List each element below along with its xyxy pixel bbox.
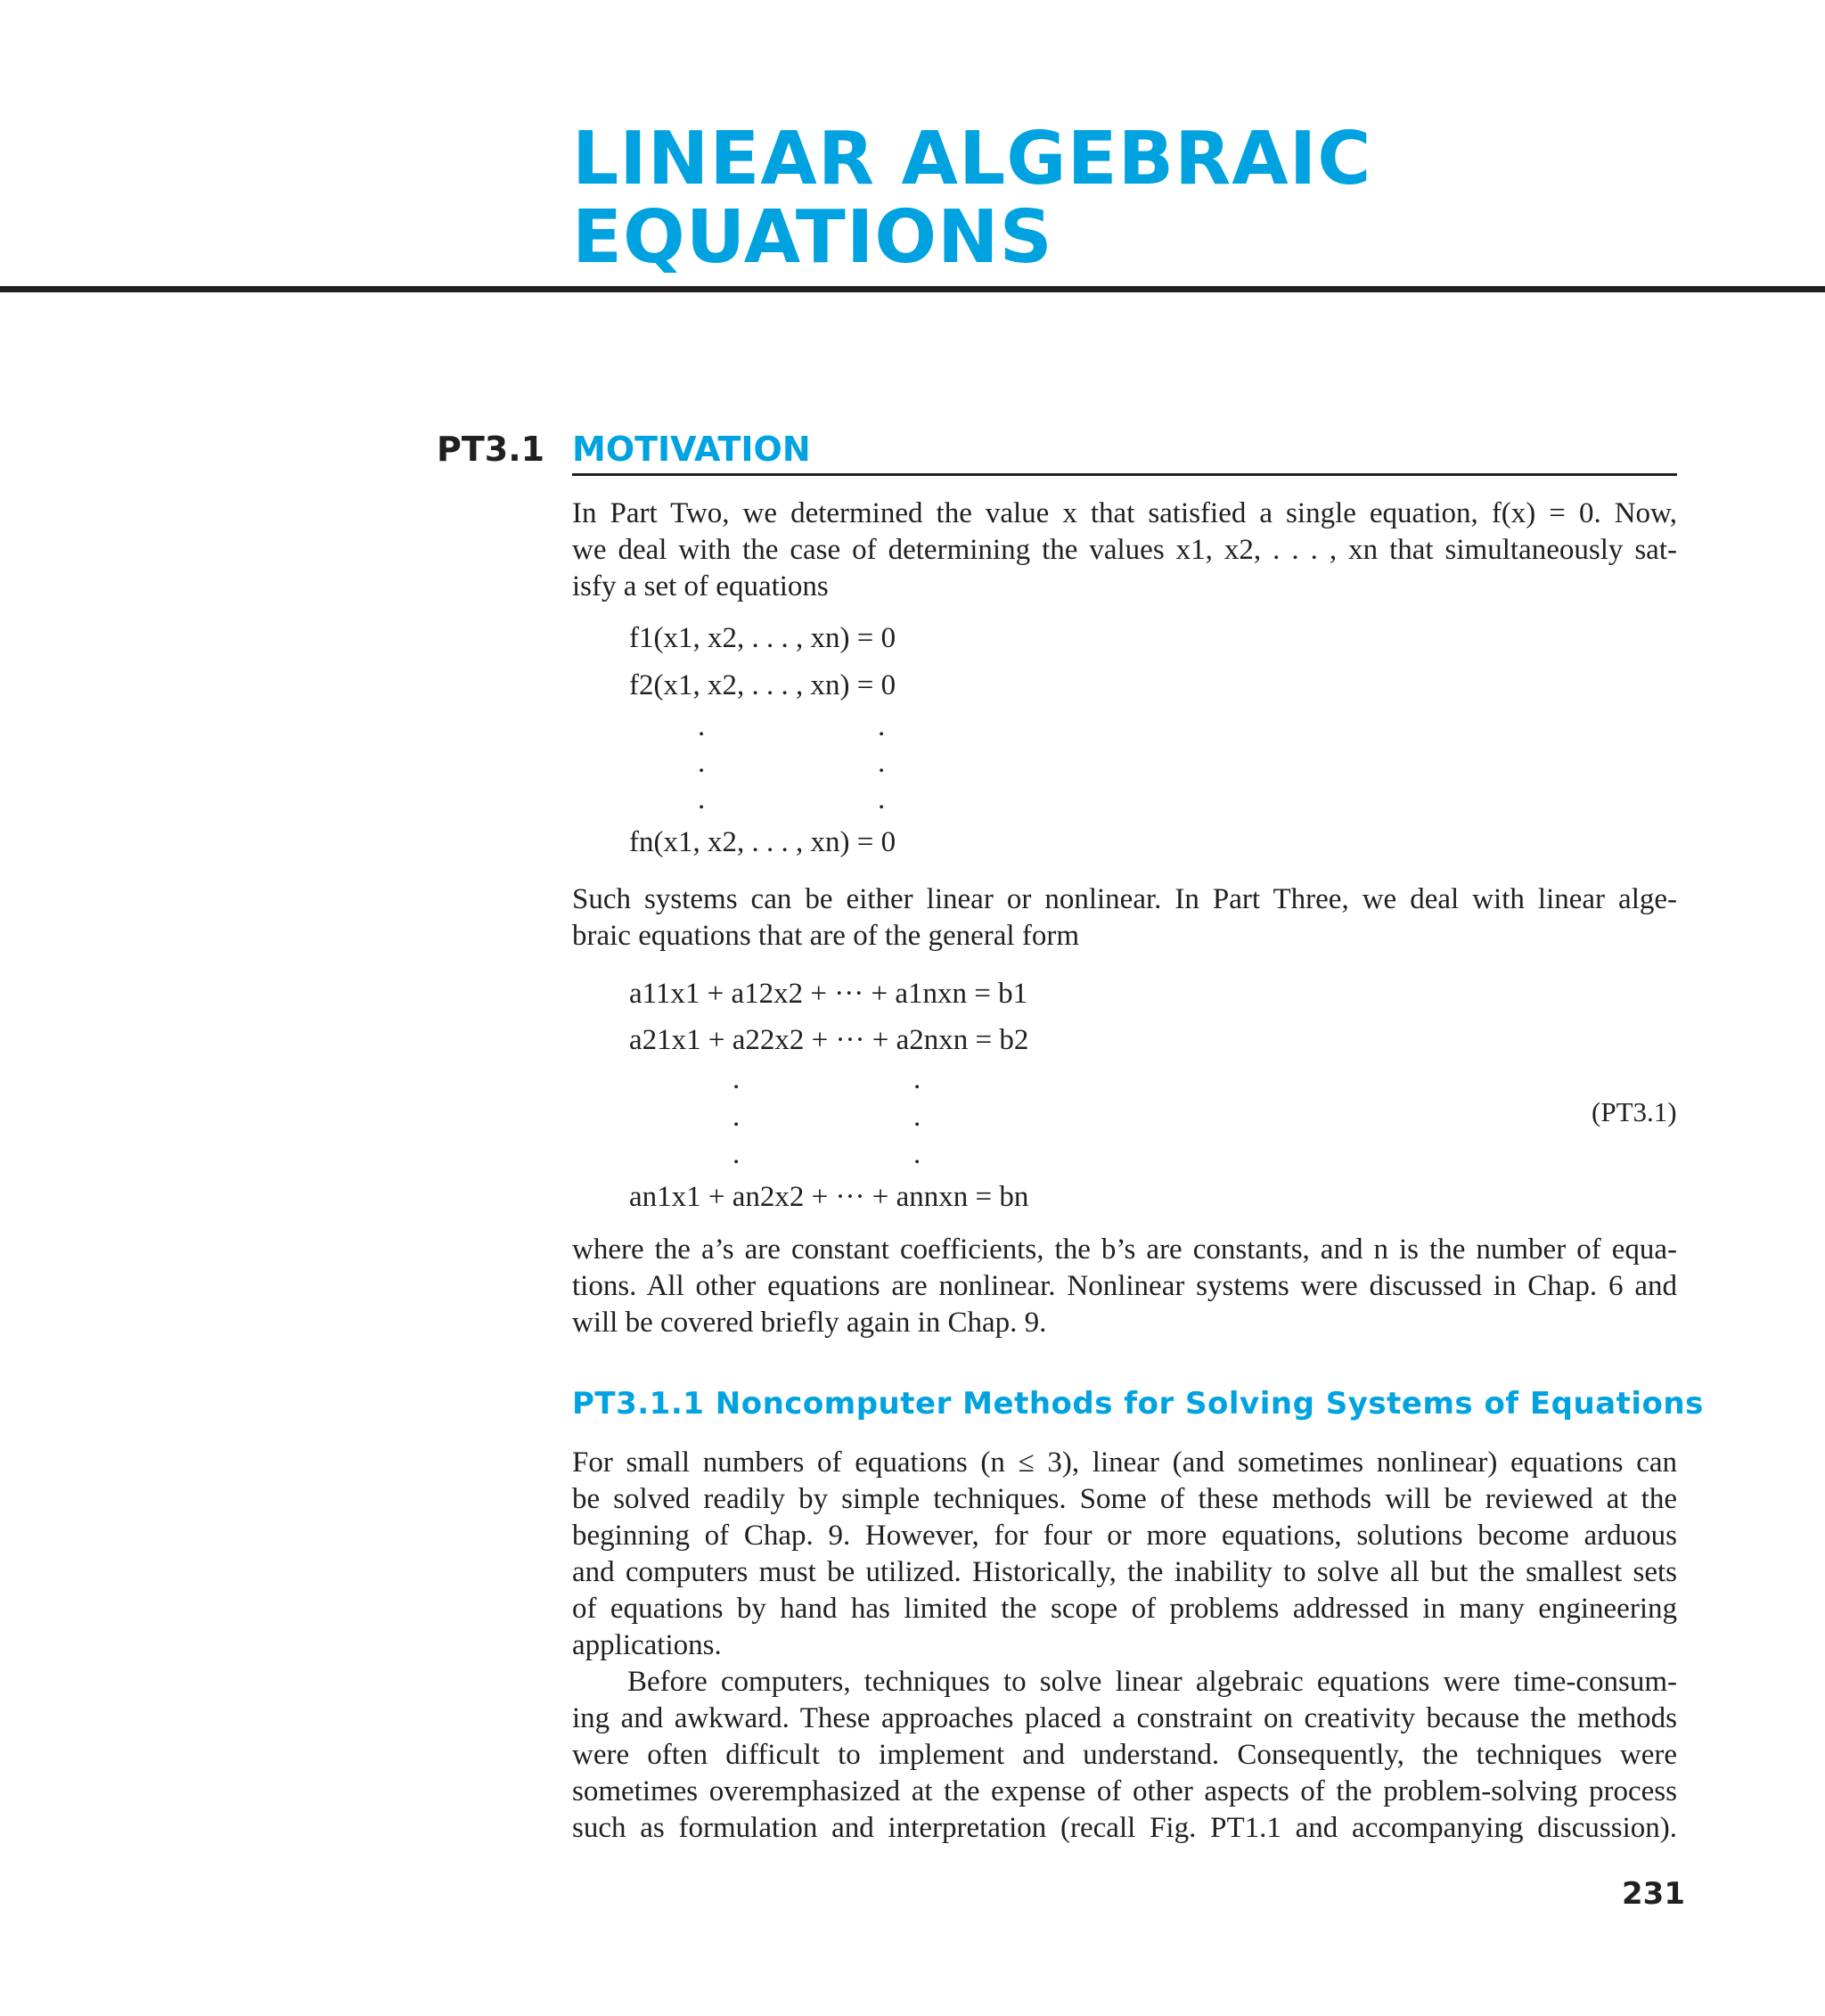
- chapter-title-line2: EQUATIONS: [572, 195, 1053, 280]
- system2-dot: .: [913, 1063, 921, 1095]
- paragraph-4: [572, 1445, 1677, 1664]
- para4-line6: applications.: [572, 1629, 722, 1661]
- para1-line3: isfy a set of equations: [572, 570, 829, 602]
- system1-dot: .: [698, 783, 706, 815]
- paragraph-1: [572, 496, 1677, 605]
- system1-eq2: f2(x1, x2, . . . , xn) = 0: [629, 669, 896, 701]
- system2-dot: .: [732, 1063, 741, 1095]
- para4-line5: of equations by hand has limited the scope of problems addressed in many engineering: [572, 1593, 1677, 1625]
- section-rule: [572, 473, 1677, 476]
- para5-line4: sometimes overemphasized at the expense of other aspects of the problem-solving process: [572, 1775, 1677, 1807]
- equation-number: (PT3.1): [1592, 1096, 1677, 1127]
- system2-dot: .: [732, 1101, 741, 1133]
- system1-dot: .: [878, 710, 886, 742]
- para1-line1: In Part Two, we determined the value x that satisfied a single equation, f(x) = 0. Now,: [572, 497, 1677, 529]
- para4-line3: beginning of Chap. 9. However, for four or more equations, solutions become arduous: [572, 1520, 1677, 1552]
- section-number: PT3.1: [437, 430, 545, 469]
- system2-dot: .: [913, 1101, 921, 1133]
- para3-line2: tions. All other equations are nonlinear. Nonlinear systems were discussed in Chap. 6 and: [572, 1270, 1677, 1302]
- system1-eq1: f1(x1, x2, . . . , xn) = 0: [629, 622, 896, 654]
- para5-line3: were often difficult to implement and understand. Consequently, the techniques were: [572, 1739, 1677, 1771]
- para4-line4: and computers must be utilized. Historically, the inability to solve all but the smallest sets: [572, 1556, 1677, 1588]
- para5-line2: ing and awkward. These approaches placed a constraint on creativity because the methods: [572, 1702, 1677, 1734]
- para4-line2: be solved readily by simple techniques. Some of these methods will be reviewed at the: [572, 1483, 1677, 1515]
- system2-dot: .: [732, 1138, 741, 1170]
- chapter-title: [572, 117, 1372, 280]
- para2-line2: braic equations that are of the general form: [572, 920, 1079, 952]
- para5-line1: Before computers, techniques to solve linear algebraic equations were time-consum-: [627, 1666, 1677, 1698]
- system1-dot: .: [698, 747, 706, 779]
- title-rule: [0, 286, 1825, 292]
- section-title: MOTIVATION: [572, 430, 811, 469]
- paragraph-5: [572, 1664, 1677, 1847]
- para1-line2: we deal with the case of determining the values x1, x2, . . . , xn that simultaneously sat-: [572, 534, 1677, 566]
- subsection-title: PT3.1.1 Noncomputer Methods for Solving Systems of Equations: [572, 1386, 1704, 1422]
- system2-eqn: an1x1 + an2x2 + ··· + annxn = bn: [629, 1181, 1029, 1213]
- paragraph-3: [572, 1232, 1677, 1341]
- para3-line1: where the a’s are constant coefficients, the b’s are constants, and n is the number of equa-: [572, 1233, 1677, 1266]
- system2-eq2: a21x1 + a22x2 + ··· + a2nxn = b2: [629, 1024, 1029, 1056]
- paragraph-2: [572, 881, 1677, 955]
- para4-line1: For small numbers of equations (n ≤ 3), linear (and sometimes nonlinear) equations can: [572, 1446, 1677, 1479]
- para3-line3: will be covered briefly again in Chap. 9.: [572, 1307, 1047, 1339]
- system2-eq1: a11x1 + a12x2 + ··· + a1nxn = b1: [629, 978, 1028, 1010]
- system2-dot: .: [913, 1138, 921, 1170]
- para5-line5: such as formulation and interpretation (recall Fig. PT1.1 and accompanying discussion).: [572, 1812, 1677, 1844]
- chapter-title-line1: LINEAR ALGEBRAIC: [572, 117, 1372, 201]
- system1-dot: .: [878, 747, 886, 779]
- page-number: 231: [1622, 1876, 1685, 1912]
- system1-dot: .: [698, 710, 706, 742]
- para2-line1: Such systems can be either linear or nonlinear. In Part Three, we deal with linear alge-: [572, 883, 1677, 915]
- system1-eqn: fn(x1, x2, . . . , xn) = 0: [629, 826, 896, 858]
- system1-dot: .: [878, 783, 886, 815]
